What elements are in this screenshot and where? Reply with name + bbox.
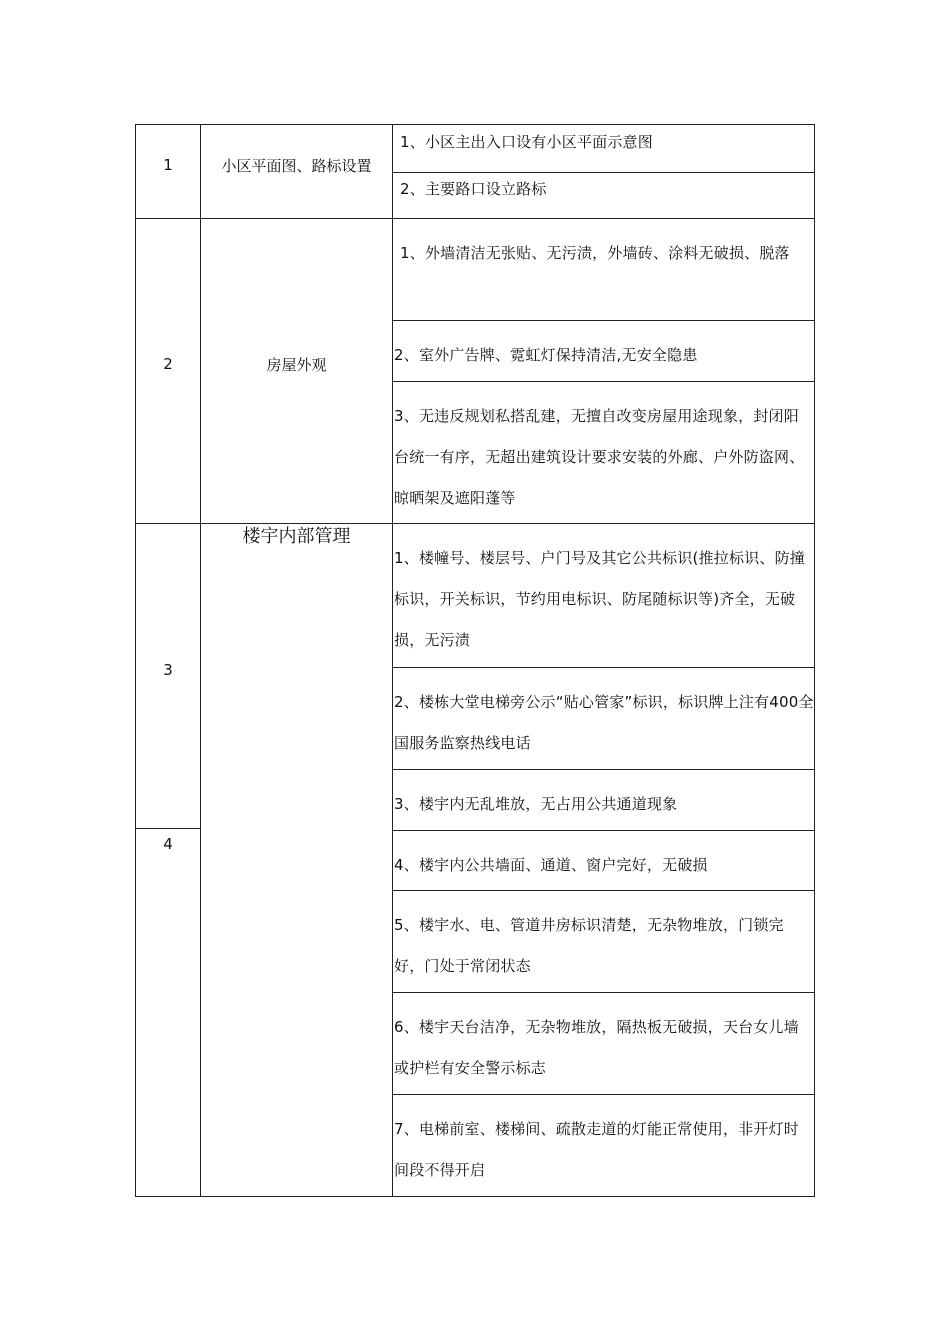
row-divider xyxy=(135,523,815,524)
inspection-item: 1、楼幢号、楼层号、户门号及其它公共标识(推拉标识、防撞标识，开关标识，节约用电标识、防尾随标识等)齐全，无破损，无污渍 xyxy=(394,549,805,649)
row-category: 小区平面图、路标设置 xyxy=(221,157,372,175)
inspection-item: 5、楼宇水、电、管道井房标识清楚，无杂物堆放，门锁完好，门处于常闭状态 xyxy=(394,916,784,975)
row-divider xyxy=(392,320,815,321)
row-category: 房屋外观 xyxy=(266,356,327,374)
row-divider xyxy=(135,828,200,829)
row-divider xyxy=(392,667,815,668)
inspection-item: 2、楼栋大堂电梯旁公示“贴心管家”标识，标识牌上注有400全国服务监察热线电话 xyxy=(394,693,814,752)
table-border-right xyxy=(814,124,815,1197)
inspection-item: 3、楼宇内无乱堆放，无占用公共通道现象 xyxy=(394,795,678,813)
row-category: 楼宇内部管理 xyxy=(242,526,351,547)
row-number: 3 xyxy=(163,661,173,679)
table-border-bottom xyxy=(135,1196,815,1197)
inspection-item: 2、室外广告牌、霓虹灯保持清洁,无安全隐患 xyxy=(394,346,698,364)
inspection-item: 6、楼宇天台洁净，无杂物堆放，隔热板无破损，天台女儿墙或护栏有安全警示标志 xyxy=(394,1018,799,1077)
row-number: 2 xyxy=(163,355,173,373)
row-divider xyxy=(392,1094,815,1095)
inspection-item: 1、小区主出入口设有小区平面示意图 xyxy=(400,133,653,151)
row-divider xyxy=(392,769,815,770)
row-divider xyxy=(135,218,815,219)
row-divider xyxy=(392,890,815,891)
column-divider-2 xyxy=(392,124,393,1197)
row-divider xyxy=(392,381,815,382)
column-divider-1 xyxy=(200,124,201,1197)
inspection-item: 1、外墙清洁无张贴、无污渍，外墙砖、涂料无破损、脱落 xyxy=(400,244,790,262)
row-number: 1 xyxy=(163,156,173,174)
inspection-item: 2、主要路口设立路标 xyxy=(400,180,547,198)
inspection-item: 7、电梯前室、楼梯间、疏散走道的灯能正常使用，非开灯时间段不得开启 xyxy=(394,1120,799,1179)
row-divider xyxy=(392,992,815,993)
inspection-item: 3、无违反规划私搭乱建，无擅自改变房屋用途现象，封闭阳台统一有序，无超出建筑设计要求安装的外廊、户外防盗网、晾晒架及遮阳蓬等 xyxy=(394,407,805,507)
row-number: 4 xyxy=(163,835,173,853)
row-divider xyxy=(392,830,815,831)
inspection-item: 4、楼宇内公共墙面、通道、窗户完好，无破损 xyxy=(394,856,708,874)
